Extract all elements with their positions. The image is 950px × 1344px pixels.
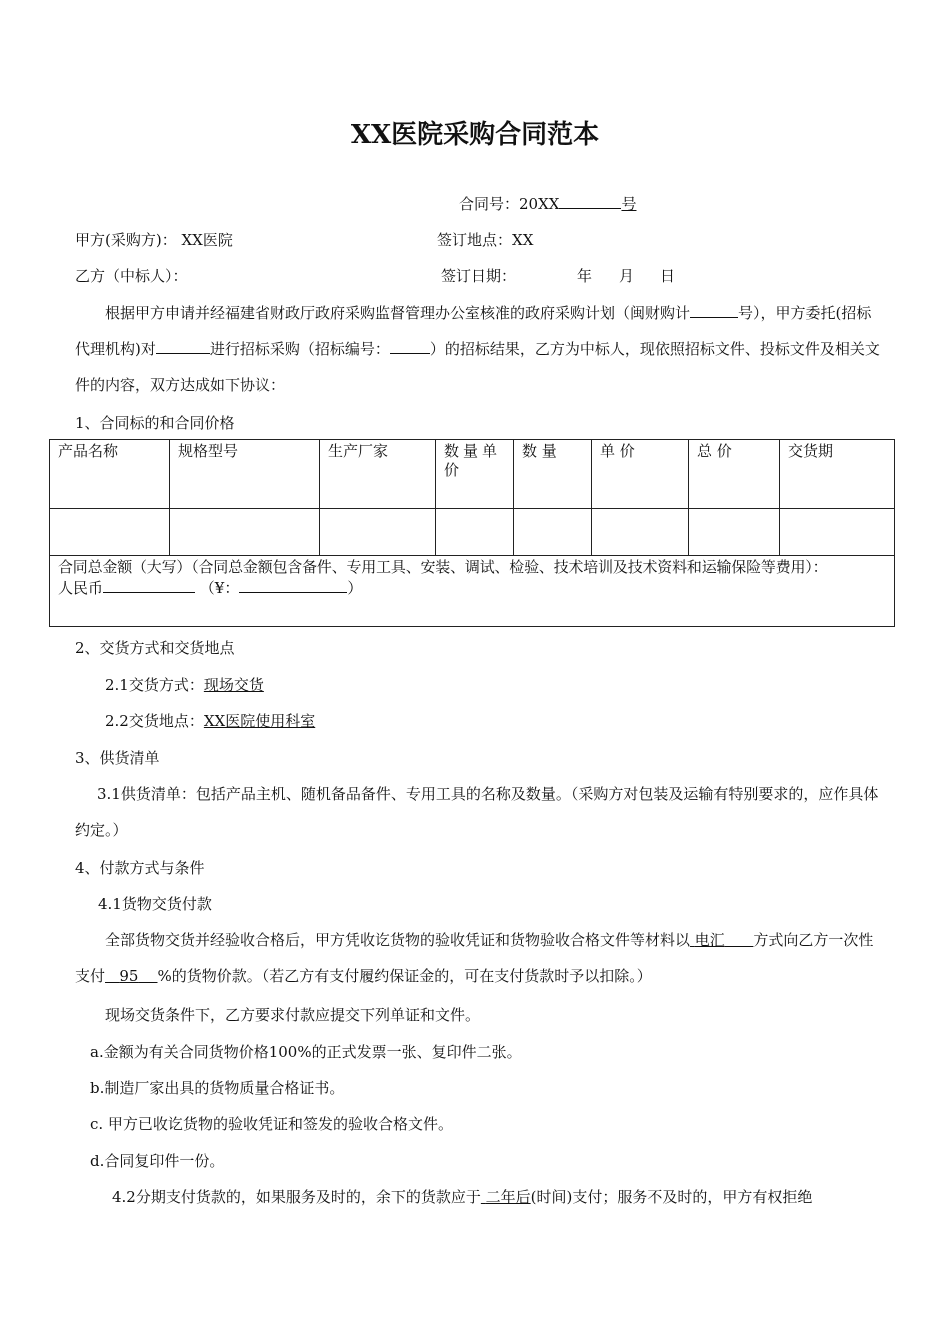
- total-amount-label: 合同总金额（大写）（合同总金额包含备件、专用工具、安装、调试、检验、技术培训及技术资料和运输保险等费用）：: [58, 558, 828, 576]
- total-amount-cell: [50, 556, 895, 627]
- installment-payment: [112, 1187, 812, 1207]
- header-quantity: 数 量: [514, 440, 592, 509]
- section-3-heading: 3、供货清单: [75, 749, 160, 767]
- list-item-c: c. 甲方已收讫货物的验收凭证和签发的验收合格文件。: [90, 1115, 453, 1133]
- cell-delivery-period[interactable]: [780, 509, 895, 556]
- contract-number-blank: [559, 193, 621, 209]
- onsite-conditions: 现场交货条件下，乙方要求付款应提交下列单证和文件。: [105, 1006, 481, 1024]
- sign-date-label: 签订日期：: [441, 267, 517, 285]
- header-total-price: 总 价: [689, 440, 780, 509]
- intro-text-4: ）的招标结果，乙方为中标人，现依照招标文件、投标文件及相关文件的内容，双方达成如下协议：: [75, 340, 880, 394]
- table-header-row: [50, 440, 895, 509]
- delivery-method-label: 2.1交货方式：: [105, 676, 204, 694]
- table-total-row: [50, 556, 895, 627]
- list-item-d: d.合同复印件一份。: [90, 1152, 225, 1170]
- table-row: [50, 509, 895, 556]
- document-title: XX医院采购合同范本: [350, 120, 600, 150]
- party-b-label: 乙方（中标人）：: [75, 267, 188, 285]
- intro-text-1: 根据甲方申请并经福建省财政厅政府采购监督管理办公室核准的政府采购计划（闽财购计: [105, 304, 691, 322]
- party-a: [75, 230, 233, 250]
- total-yen-blank[interactable]: [239, 577, 347, 593]
- installment-text-1: 4.2分期支付货款的，如果服务及时的，余下的货款应于: [112, 1188, 481, 1206]
- total-yen-label: （¥：: [199, 579, 240, 597]
- payment-percent: [105, 967, 157, 985]
- cell-quantity[interactable]: [514, 509, 592, 556]
- delivery-place-label: 2.2交货地点：: [105, 712, 204, 730]
- intro-paragraph: [75, 295, 881, 403]
- section-2-heading: 2、交货方式和交货地点: [75, 639, 235, 657]
- sign-place-value: XX: [512, 231, 534, 249]
- contract-number-label: 合同号：: [459, 195, 520, 213]
- delivery-method-value: 现场交货: [203, 676, 264, 694]
- delivery-place-value: XX医院使用科室: [203, 712, 316, 730]
- intro-blank-plan: [690, 302, 738, 318]
- section-1-heading: 1、合同标的和合同价格: [75, 414, 235, 432]
- list-item-b: b.制造厂家出具的货物质量合格证书。: [90, 1079, 345, 1097]
- payment-method-value: 电汇: [694, 931, 725, 949]
- installment-time-value: 二年后: [485, 1188, 531, 1206]
- sign-place-label: 签订地点：: [437, 231, 513, 249]
- cell-quantity-unit[interactable]: [436, 509, 514, 556]
- section-4-1-heading: 4.1货物交货付款: [98, 895, 212, 913]
- total-rmb-label: 人民币: [58, 579, 104, 597]
- contract-number: [459, 193, 636, 214]
- total-rmb-blank[interactable]: [103, 577, 195, 593]
- installment-text-2: (时间)支付；服务不及时的，甲方有权拒绝: [530, 1188, 813, 1206]
- party-b: [75, 266, 188, 286]
- total-yen-close: ）: [347, 579, 363, 597]
- cell-total-price[interactable]: [689, 509, 780, 556]
- intro-text-2: 号），甲方委托(招标代理机构)对: [75, 304, 872, 358]
- header-manufacturer: 生产厂家: [320, 440, 436, 509]
- header-delivery-period: 交货期: [780, 440, 895, 509]
- cell-manufacturer[interactable]: [320, 509, 436, 556]
- sign-date-month: 月: [619, 267, 635, 285]
- party-a-label: 甲方(采购方)：: [75, 231, 177, 249]
- sign-date-day: 日: [660, 267, 676, 285]
- supply-list-paragraph: 3.1供货清单：包括产品主机、随机备品备件、专用工具的名称及数量。（采购方对包装及运输有特别要求的，应作具体约定。）: [75, 785, 879, 839]
- total-amount-values: [58, 577, 886, 598]
- payment-text-1: 全部货物交货并经验收合格后，甲方凭收讫货物的验收凭证和货物验收合格文件等材料以: [105, 931, 691, 949]
- contract-number-value: 20XX: [519, 195, 560, 213]
- sign-date: [441, 266, 516, 286]
- header-unit-price: 单 价: [592, 440, 689, 509]
- payment-percent-value: 95: [119, 967, 139, 985]
- payment-text-3: %的货物价款。（若乙方有支付履约保证金的，可在支付货款时予以扣除。）: [157, 967, 652, 985]
- goods-table: [49, 439, 895, 627]
- party-a-value: XX医院: [181, 231, 233, 249]
- intro-blank-tender-no: [390, 338, 430, 354]
- installment-time: [481, 1188, 531, 1206]
- cell-product-name[interactable]: [50, 509, 170, 556]
- cell-spec-model[interactable]: [170, 509, 320, 556]
- header-product-name: 产品名称: [50, 440, 170, 509]
- cell-unit-price[interactable]: [592, 509, 689, 556]
- list-item-a: a.金额为有关合同货物价格100%的正式发票一张、复印件二张。: [90, 1043, 522, 1061]
- delivery-place: [105, 711, 315, 731]
- intro-blank-item: [156, 338, 210, 354]
- sign-date-year: 年: [577, 267, 593, 285]
- payment-paragraph: [75, 922, 881, 994]
- intro-text-3: 进行招标采购（招标编号：: [209, 340, 390, 358]
- header-spec-model: 规格型号: [170, 440, 320, 509]
- sign-place: [437, 230, 533, 250]
- payment-text-2: 方式向乙方一次性支付: [75, 931, 874, 985]
- contract-number-suffix: 号: [621, 195, 637, 213]
- header-quantity-unit: 数量单价: [436, 440, 514, 509]
- payment-method: [690, 931, 753, 949]
- delivery-method: [105, 675, 264, 695]
- section-4-heading: 4、付款方式与条件: [75, 859, 205, 877]
